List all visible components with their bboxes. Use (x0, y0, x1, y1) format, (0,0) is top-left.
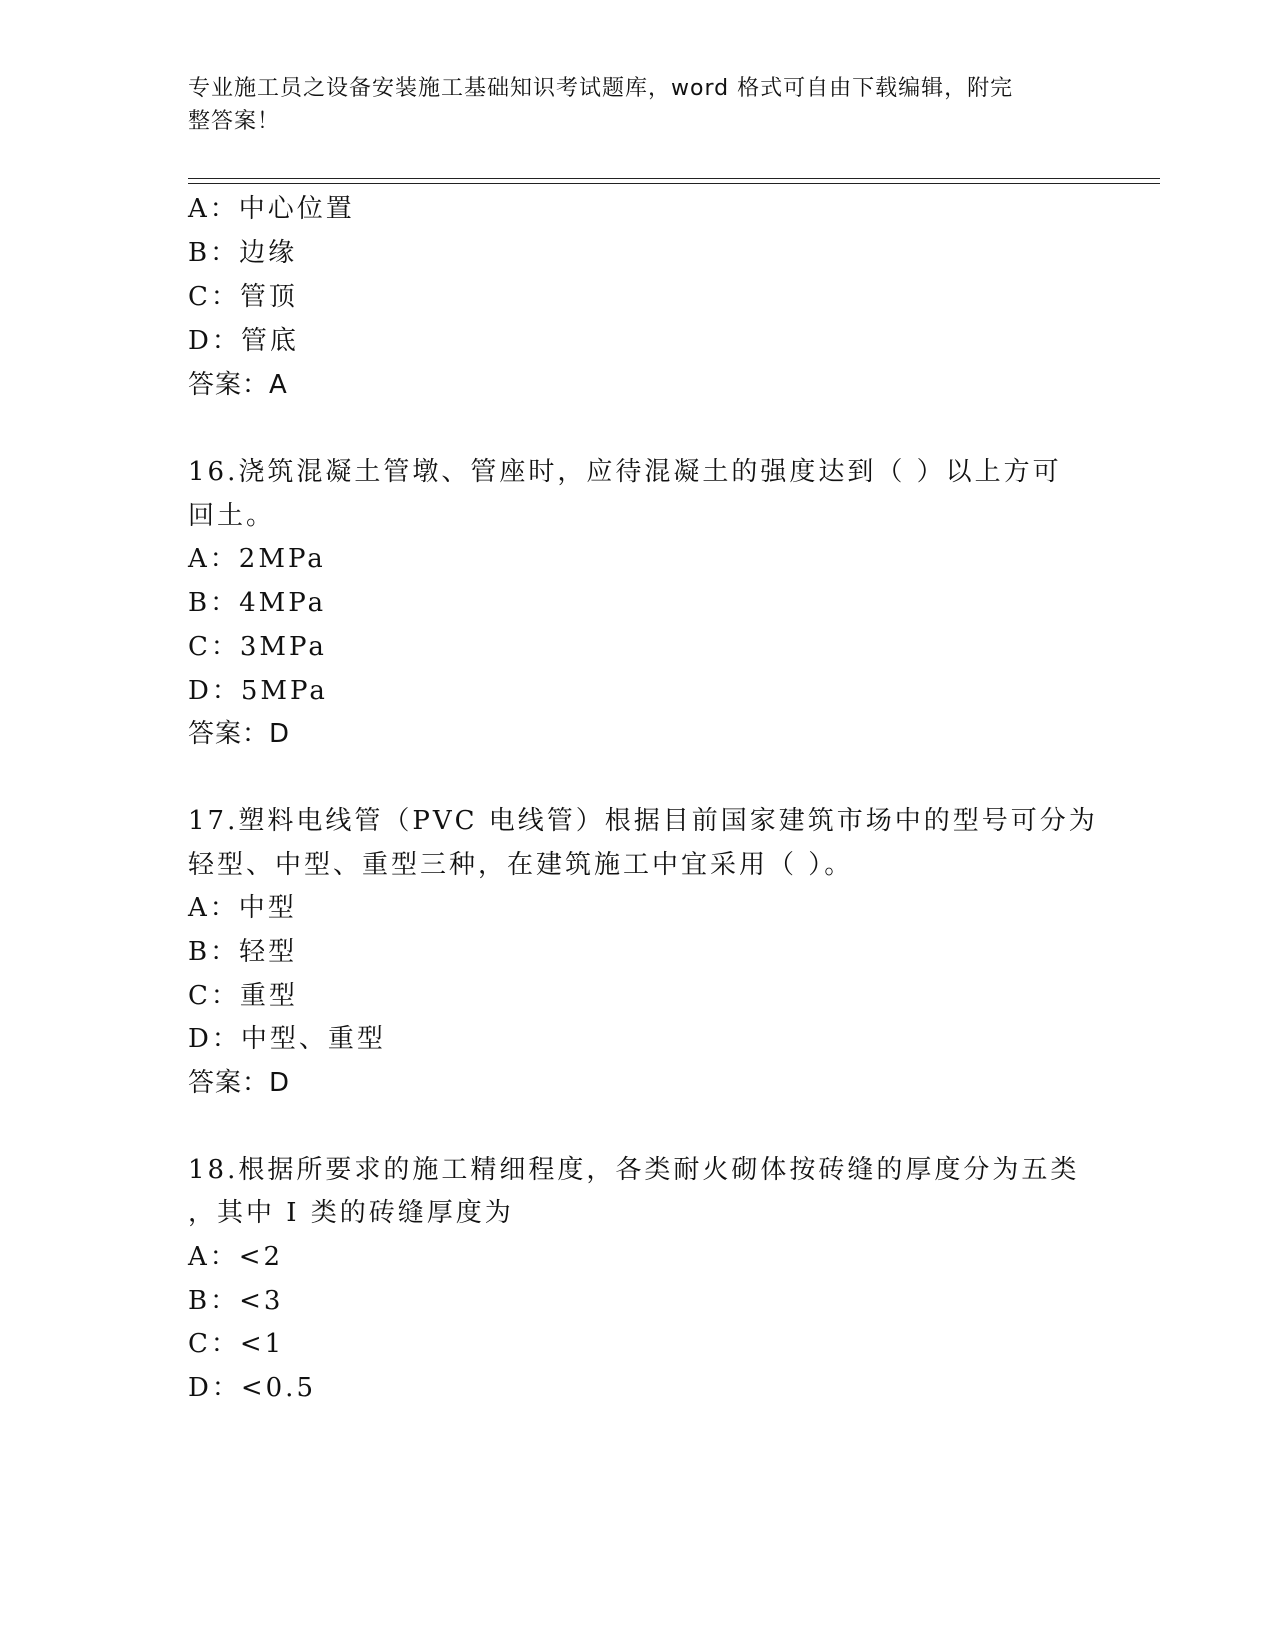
q15-option-c: C：管顶 (188, 282, 298, 312)
q15-option-d: D：管底 (188, 326, 299, 356)
q17-option-a: A：中型 (188, 893, 297, 923)
q17-option-d: D：中型、重型 (188, 1024, 386, 1054)
q17-option-c: C：重型 (188, 981, 298, 1011)
document-header (188, 72, 1068, 138)
q15-option-a: A：中心位置 (188, 194, 355, 224)
header-line-2: 整答案！ (188, 109, 281, 134)
q18-option-a: A：<2 (188, 1242, 284, 1272)
q16-option-d: D：5MPa (188, 676, 328, 706)
q18-option-d: D：<0.5 (188, 1373, 316, 1403)
q17-stem-line-1: 17.塑料电线管（PVC 电线管）根据目前国家建筑市场中的型号可分为 (188, 806, 1098, 836)
q17-option-b: B：轻型 (188, 937, 298, 967)
q16-stem-line-1: 16.浇筑混凝土管墩、管座时，应待混凝土的强度达到（ ）以上方可 (188, 457, 1062, 487)
q16-option-b: B：4MPa (188, 588, 327, 618)
q16-option-a: A：2MPa (188, 544, 326, 574)
header-divider-top (188, 178, 1160, 179)
q18-option-b: B：<3 (188, 1286, 284, 1316)
q18-stem-line-2: ，其中 I 类的砖缝厚度为 (188, 1198, 514, 1228)
q15-answer: 答案：A (188, 370, 288, 400)
q16-stem-line-2: 回土。 (188, 501, 276, 531)
q17-stem-line-2: 轻型、中型、重型三种，在建筑施工中宜采用（ ）。 (188, 850, 854, 880)
q16-option-c: C：3MPa (188, 632, 327, 662)
q18-stem-line-1: 18.根据所要求的施工精细程度，各类耐火砌体按砖缝的厚度分为五类 (188, 1155, 1080, 1185)
q18-option-c: C：<1 (188, 1329, 285, 1359)
q15-option-b: B：边缘 (188, 238, 298, 268)
header-line-1: 专业施工员之设备安装施工基础知识考试题库，word 格式可自由下载编辑，附完 (188, 76, 1014, 101)
q16-answer: 答案：D (188, 719, 291, 749)
q17-answer: 答案：D (188, 1068, 291, 1098)
header-divider-bottom (188, 183, 1160, 184)
